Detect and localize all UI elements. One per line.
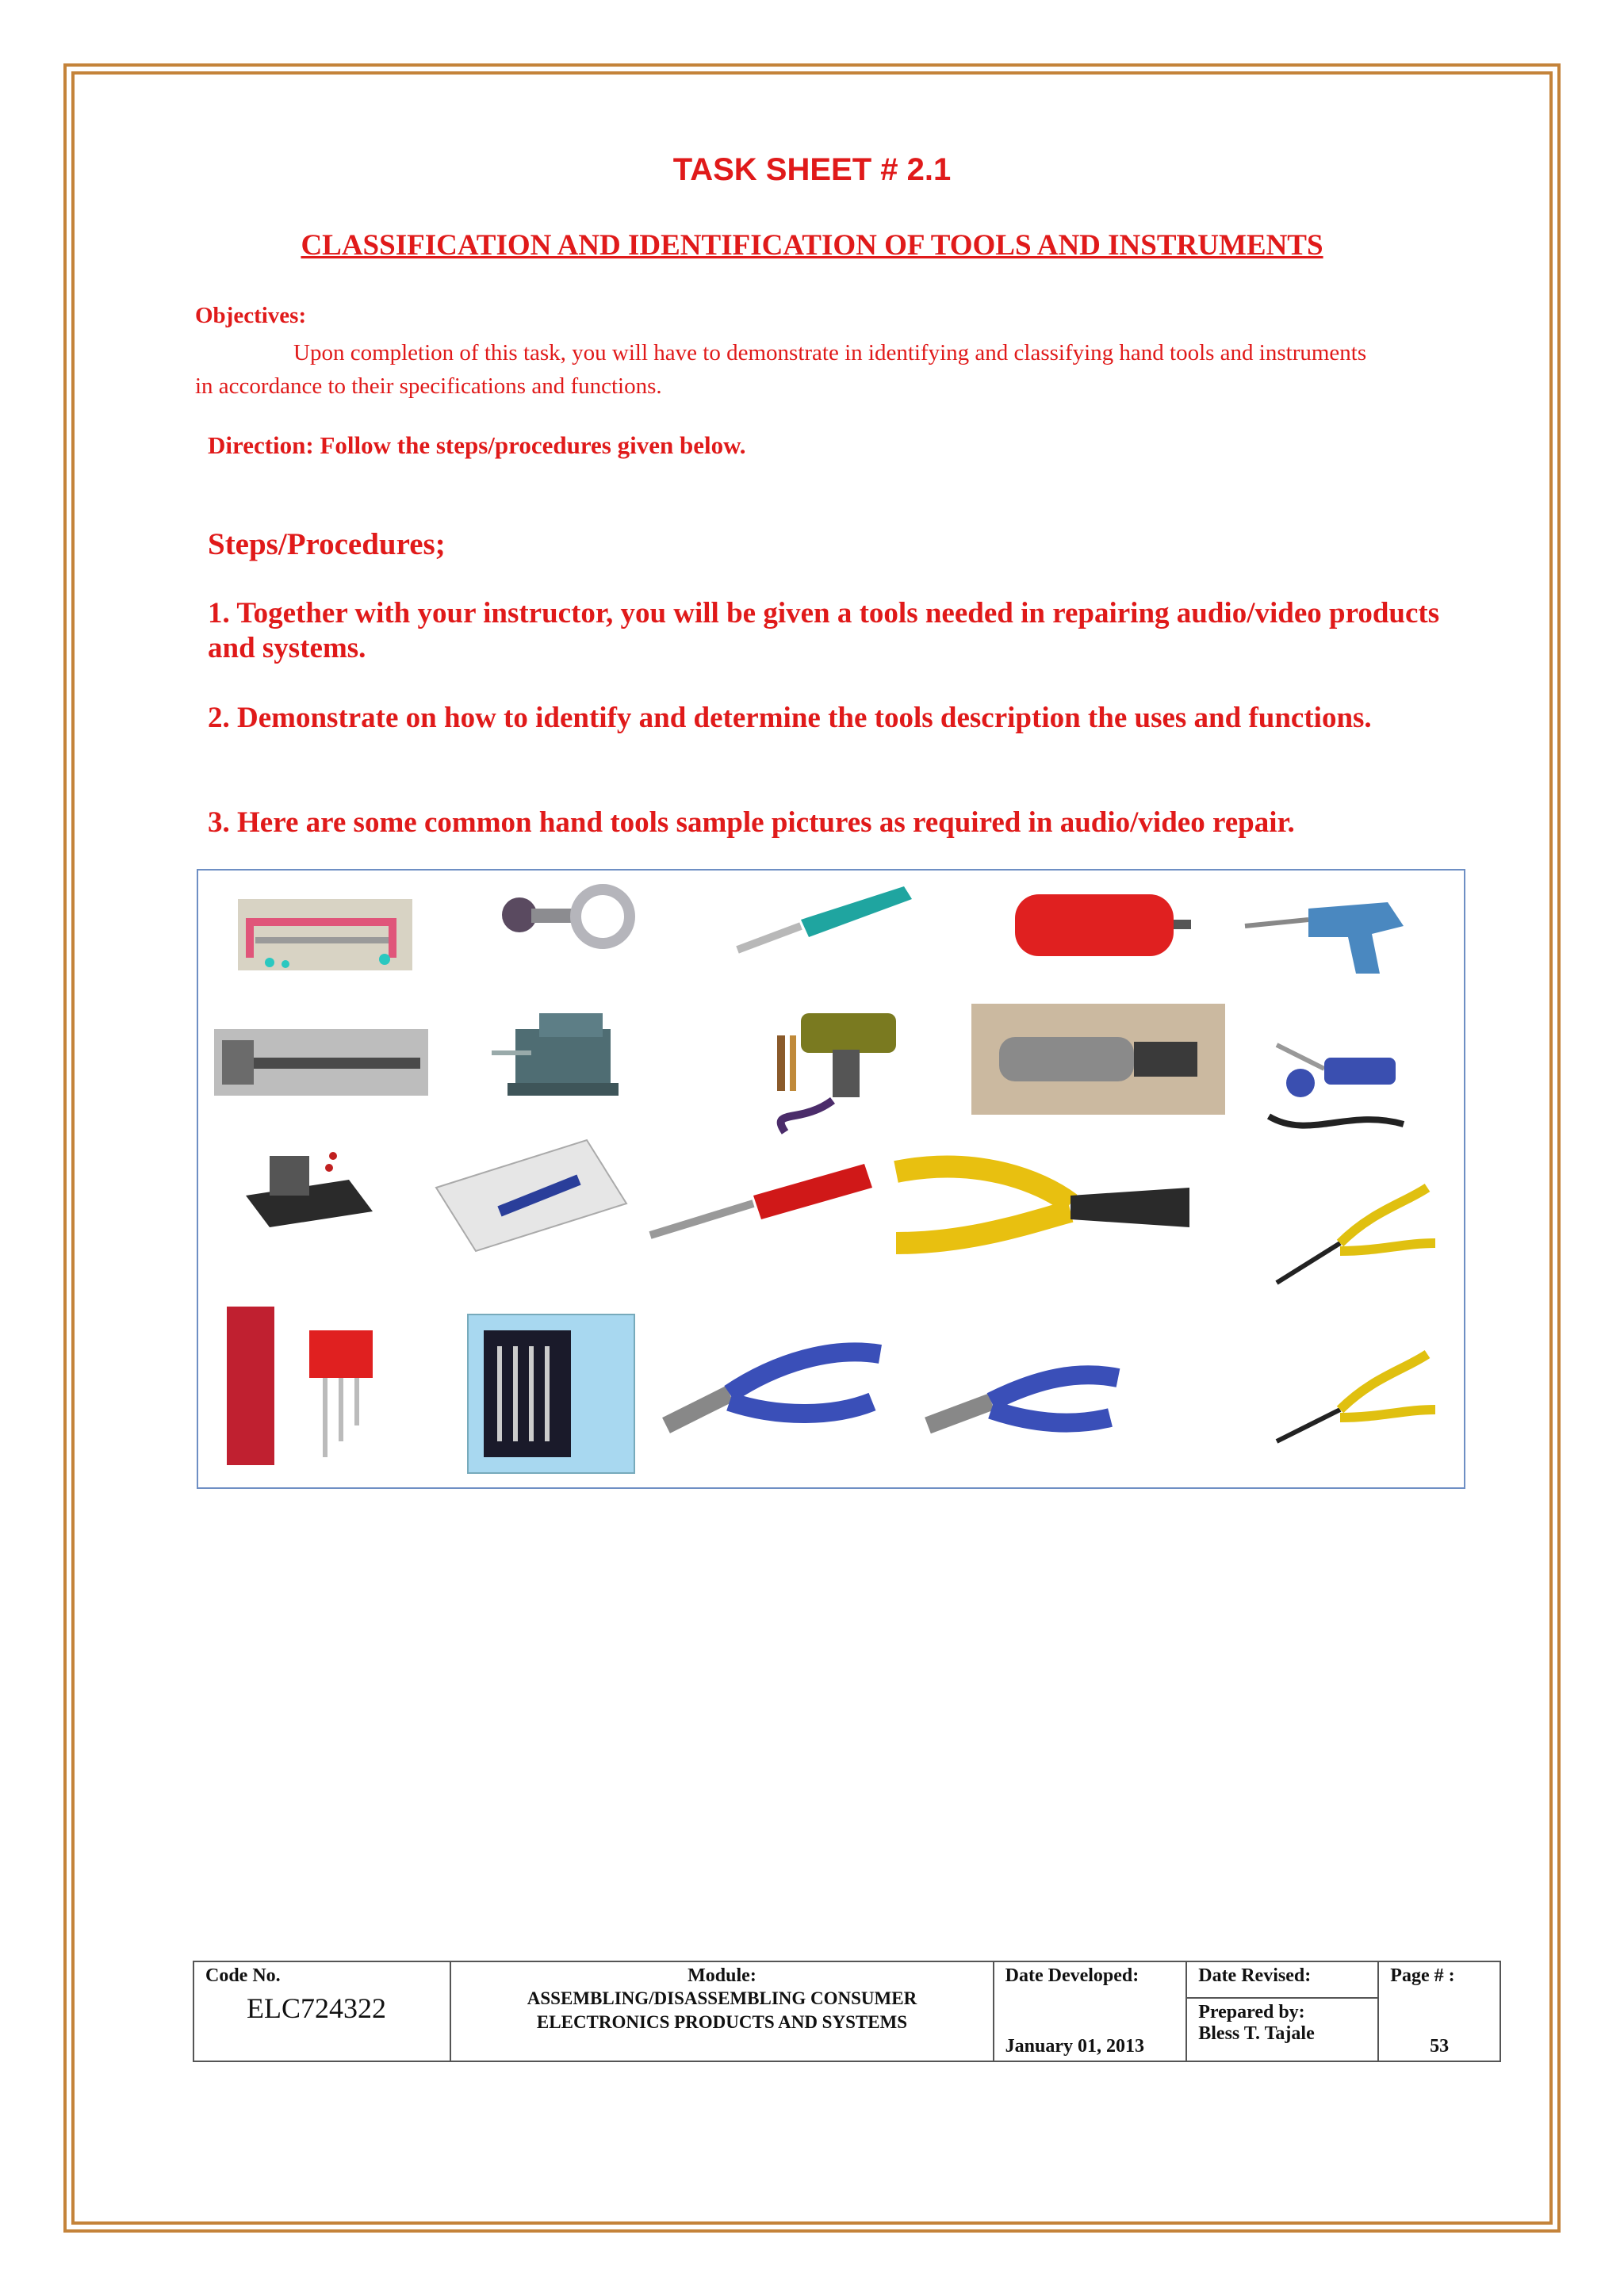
step-item-1: 1. Together with your instructor, you will be given a tools needed in repairing audio/video products and systems. <box>208 597 1440 664</box>
diagonal-cutter-image <box>666 1352 880 1425</box>
objectives-label: Objectives: <box>195 303 307 328</box>
tools-photo-collage <box>197 869 1465 1489</box>
task-sheet-title: TASK SHEET # 2.1 <box>672 152 952 187</box>
objectives-text: Upon completion of this task, you will have to demonstrate in identifying and classifying hand tools and instruments in accordance to their specifications and functions. <box>195 340 1367 399</box>
long-nose-pliers-image <box>1277 1188 1435 1283</box>
step-item-3: 3. Here are some common hand tools sample pictures as required in audio/video repair. <box>208 806 1295 839</box>
red-canister-image <box>1015 894 1191 956</box>
date-developed-value: January 01, 2013 <box>1005 2036 1144 2057</box>
prepared-by-cell <box>1186 1998 1378 2061</box>
page-label: Page # : <box>1390 1965 1455 1986</box>
document-title: CLASSIFICATION AND IDENTIFICATION OF TOOLS AND INSTRUMENTS <box>301 229 1323 262</box>
hammer-image <box>214 1029 428 1096</box>
date-revised-cell <box>1186 1961 1378 1998</box>
date-developed-label: Date Developed: <box>1005 1965 1139 1986</box>
jewelers-screwdriver-set-image <box>468 1314 634 1473</box>
page-label-cell <box>1378 1961 1500 1998</box>
screwdriver-set-image <box>436 1140 626 1251</box>
hacksaw-image <box>238 899 412 970</box>
code-label: Code No. <box>205 1965 281 1986</box>
module-label: Module: <box>688 1965 756 1986</box>
page-number: 53 <box>1430 2036 1450 2057</box>
bench-vise-image <box>492 1013 619 1096</box>
flat-screwdriver-image <box>650 1164 872 1235</box>
screwdriver-image <box>737 886 912 950</box>
step-item-2: 2. Demonstrate on how to identify and determine the tools description the uses and functions. <box>208 702 1372 734</box>
hex-key-set-image <box>227 1307 373 1465</box>
date-developed-cell <box>994 1961 1187 1998</box>
page-value-cell <box>1378 1998 1500 2061</box>
wire-stripper-image <box>896 1167 1189 1243</box>
prepared-by-label: Prepared by: <box>1198 2002 1305 2023</box>
module-line-2: ELECTRONICS PRODUCTS AND SYSTEMS <box>536 2012 908 2032</box>
soldering-gun-image <box>1245 902 1404 974</box>
soldering-iron-image <box>1269 1045 1404 1126</box>
combination-pliers-image <box>928 1375 1118 1425</box>
desoldering-pump-image <box>971 1004 1225 1115</box>
code-value: ELC724322 <box>247 1992 386 2024</box>
date-revised-label: Date Revised: <box>1198 1965 1312 1986</box>
code-cell <box>193 1961 450 2061</box>
document-footer-table <box>193 1961 1501 2062</box>
direction-text: Direction: Follow the steps/procedures given below. <box>208 431 746 459</box>
prepared-by-value: Bless T. Tajale <box>1198 2023 1315 2045</box>
electric-drill-image <box>777 1013 896 1132</box>
module-line-1: ASSEMBLING/DISASSEMBLING CONSUMER <box>527 1988 917 2008</box>
steps-title: Steps/Procedures; <box>208 527 446 561</box>
soldering-stand-image <box>246 1152 373 1227</box>
module-cell <box>450 1961 993 2061</box>
date-developed-value-cell <box>994 1998 1187 2061</box>
tubing-cutter-image <box>502 890 630 943</box>
long-nose-pliers-2-image <box>1277 1354 1435 1441</box>
tools-illustrations <box>198 871 1464 1487</box>
